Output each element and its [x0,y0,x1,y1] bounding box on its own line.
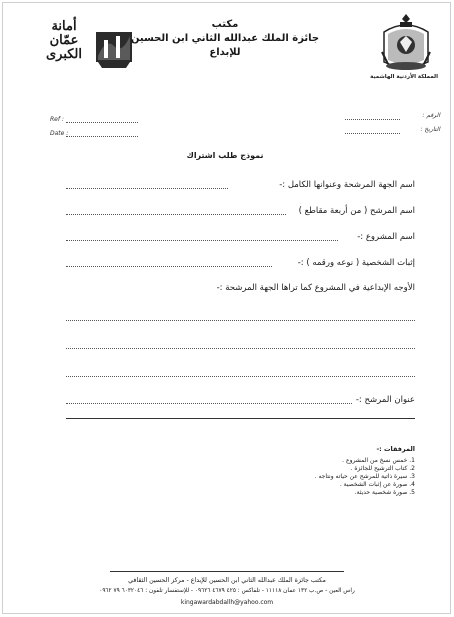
form-title: نموذج طلب اشتراك [186,151,264,160]
date-en-field[interactable] [66,136,138,137]
address-question-label: عنوان المرشح :- [355,395,415,405]
project-answer-field[interactable] [66,240,338,241]
attachment-text: صورة شخصية حديثة. [354,489,408,496]
attachment-num: 2. [409,465,415,472]
attachment-item [230,481,415,489]
attachments-list [230,457,415,497]
date-ar-label: التاريخ : [420,126,440,133]
footer-line2: راس العين - ص.ب ١٣٢ عمان ١١١١٨ - تلفاكس : ٤٢٥ ٤٦٧٩ ٠٩٦٢٦ - للإستفسار تلفون : ٦٠٣٢٠٤٦ ٧٩ ٠٩٦٢ [99,588,355,594]
attachment-item [230,489,415,497]
id-answer-field[interactable] [66,266,272,267]
date-en-label: Date : [50,130,69,137]
date-ar-field[interactable] [345,133,400,134]
creative-answer-line-1[interactable] [66,320,415,321]
office-title-line2: جائزة الملك عبدالله الثاني ابن الحسين للإبداع [130,33,320,58]
footer-email: kingawardabdallh@yahoo.com [180,599,274,606]
attachment-text: صورة عن إثبات الشخصية . [339,481,408,488]
office-title [120,18,330,60]
nominee-answer-field[interactable] [66,214,286,215]
amman-logo-line3: الكبرى [45,47,83,62]
attachment-num: 1. [409,457,415,464]
attachment-num: 4. [409,481,415,488]
footer-divider [110,571,344,572]
attachment-num: 3. [409,473,415,480]
ref-field[interactable] [66,122,138,123]
amman-logo-line1: أمانة [51,19,77,34]
attachment-item [230,457,415,465]
entity-question-label: اسم الجهة المرشحة وعنوانها الكامل :- [279,180,415,190]
office-title-line1: مكتب [211,19,239,30]
section-divider [66,418,415,419]
entity-answer-field[interactable] [66,188,228,189]
page-border [2,2,451,614]
nominee-question-label: اسم المرشح ( من أربعة مقاطع ) [298,206,415,216]
amman-logo-wordmark [34,20,94,62]
attachments-title: المرفقات :- [376,445,415,453]
attachment-text: سيرة ذاتية للمرشح عن حياته ونتاجه . [314,473,408,480]
attachment-text: خمس نسخ من المشروع . [342,457,408,464]
number-label: الرقم : [422,112,440,119]
footer-line1: مكتب جائزة الملك عبدالله الثاني ابن الحسين للإبداع - مركز الحسين الثقافي [128,577,326,584]
creative-question-label: الأوجه الإبداعية في المشروع كما تراها الجهة المرشحة :- [216,283,415,293]
coat-of-arms-caption: المملكة الأردنية الهاشمية [370,74,438,80]
attachment-item [230,465,415,473]
amman-municipality-logo [34,16,134,74]
attachment-item [230,473,415,481]
attachment-text: كتاب الترشيح للجائزة . [350,465,408,472]
ref-label: Ref : [50,116,64,123]
address-answer-field[interactable] [66,403,352,404]
creative-answer-line-3[interactable] [66,376,415,377]
id-question-label: إثبات الشخصية ( نوعه ورقمه ) :- [297,258,415,268]
coat-of-arms-logo [370,12,438,86]
project-question-label: اسم المشروع :- [357,232,415,242]
number-field[interactable] [345,119,400,120]
creative-answer-line-2[interactable] [66,348,415,349]
amman-logo-line2: عمّان [49,33,79,48]
attachment-num: 5. [409,489,415,496]
